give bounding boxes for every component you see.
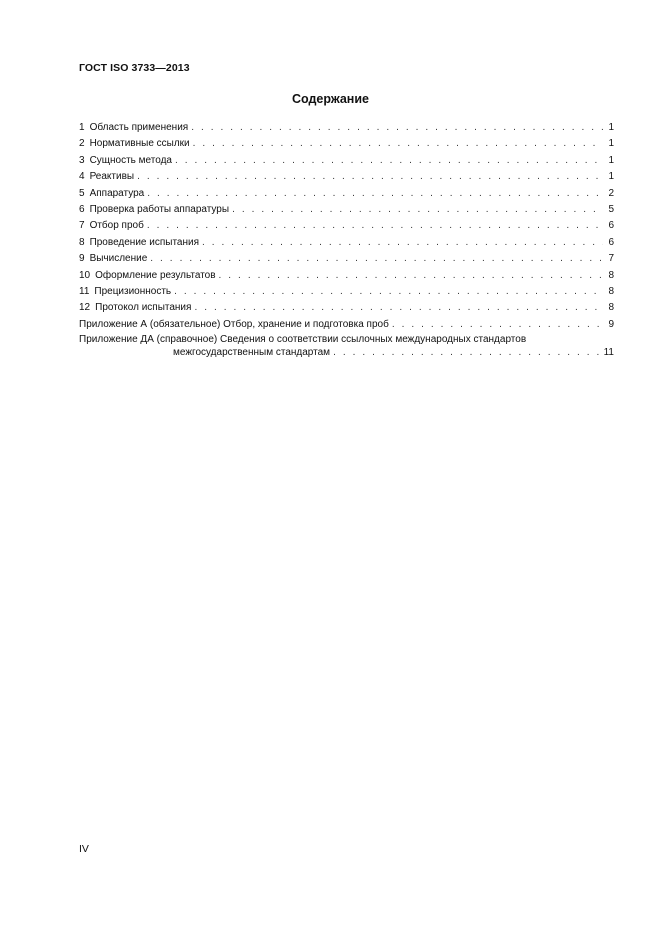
toc-entry-number: 11 [79,286,90,298]
toc-entry-number: 9 [79,253,85,265]
document-code: ГОСТ ISO 3733—2013 [79,62,190,74]
toc-entry-annex-a[interactable] [79,317,614,333]
toc-entry-number: 8 [79,236,85,248]
toc-entry-page: 11 [603,347,614,359]
toc-entry-number: 1 [79,122,85,133]
toc-entry-page: 6 [608,236,614,248]
toc-leader [137,169,603,185]
toc-entry-number: 2 [79,138,85,150]
toc-entry-page: 1 [608,138,614,150]
toc-entry-label: Реактивы [89,171,135,183]
toc-leader [174,284,603,300]
toc-leader [202,235,603,251]
toc-entry-number: 6 [79,204,85,216]
toc-leader [392,317,603,333]
toc-entry[interactable] [79,284,614,300]
toc-entry[interactable] [79,300,614,316]
toc-entry[interactable] [79,186,614,202]
toc-title: Содержание [291,92,369,106]
toc-entry[interactable] [79,218,614,234]
toc-leader [147,186,603,202]
toc-leader [193,136,603,152]
toc-entry-page: 2 [608,187,614,199]
page-number: IV [79,843,89,855]
toc-leader [150,251,603,267]
toc-entry[interactable] [79,235,614,251]
toc-entry-number: 5 [79,187,85,199]
toc-entry-label: Отбор проб [89,220,144,232]
toc-entry-label-line1 [79,333,614,346]
toc-entry-label: межгосударственным стандартам [173,347,331,359]
toc-entry-label: Сущность метода [89,154,172,166]
toc-entry-label: Область применения [89,122,189,133]
toc-leader [333,346,601,359]
toc-leader [147,218,603,234]
toc-entry[interactable] [79,202,614,218]
toc-entry-page: 8 [608,302,614,314]
toc-entry-label: Проведение испытания [89,236,200,248]
toc-entry-label: Прецизионность [94,286,172,298]
toc-entry-number: 10 [79,269,91,281]
toc-entry[interactable] [79,136,614,152]
toc-entry-page: 8 [608,269,614,281]
toc-entry-label: Вычисление [89,253,148,265]
toc-entry-label: Аппаратура [89,187,145,199]
toc-entry-number: 7 [79,220,85,232]
toc-entry-page: 7 [608,253,614,265]
toc-entry-label: Проверка работы аппаратуры [89,204,230,216]
table-of-contents [79,120,614,359]
toc-entry-annex-da[interactable] [79,333,614,359]
toc-entry-page: 1 [608,122,614,133]
toc-entry[interactable] [79,169,614,185]
toc-entry-label: Приложение ДА (справочное) Сведения о соответствии ссылочных международных стандартов [79,334,527,346]
toc-entry-page: 5 [608,204,614,216]
toc-entry[interactable] [79,268,614,284]
toc-entry-label: Приложение А (обязательное) Отбор, хранение и подготовка проб [79,318,389,330]
toc-entry-number: 3 [79,154,85,166]
toc-entry-label: Оформление результатов [95,269,216,281]
toc-entry-page: 6 [608,220,614,232]
toc-entry[interactable] [79,251,614,267]
toc-entry-page: 9 [608,318,614,330]
toc-leader [232,202,603,218]
toc-leader [194,300,603,316]
toc-entry-label: Протокол испытания [95,302,192,314]
toc-entry-page: 1 [608,154,614,166]
toc-leader [191,120,603,136]
toc-entry-number: 4 [79,171,85,183]
toc-leader [219,268,603,284]
toc-entry-page: 8 [608,286,614,298]
toc-entry[interactable] [79,153,614,169]
toc-leader [175,153,603,169]
toc-entry-label: Нормативные ссылки [89,138,190,150]
toc-entry-label-line2 [79,346,614,359]
toc-entry-number: 12 [79,302,91,314]
toc-entry[interactable] [79,120,614,136]
toc-entry-page: 1 [608,171,614,183]
